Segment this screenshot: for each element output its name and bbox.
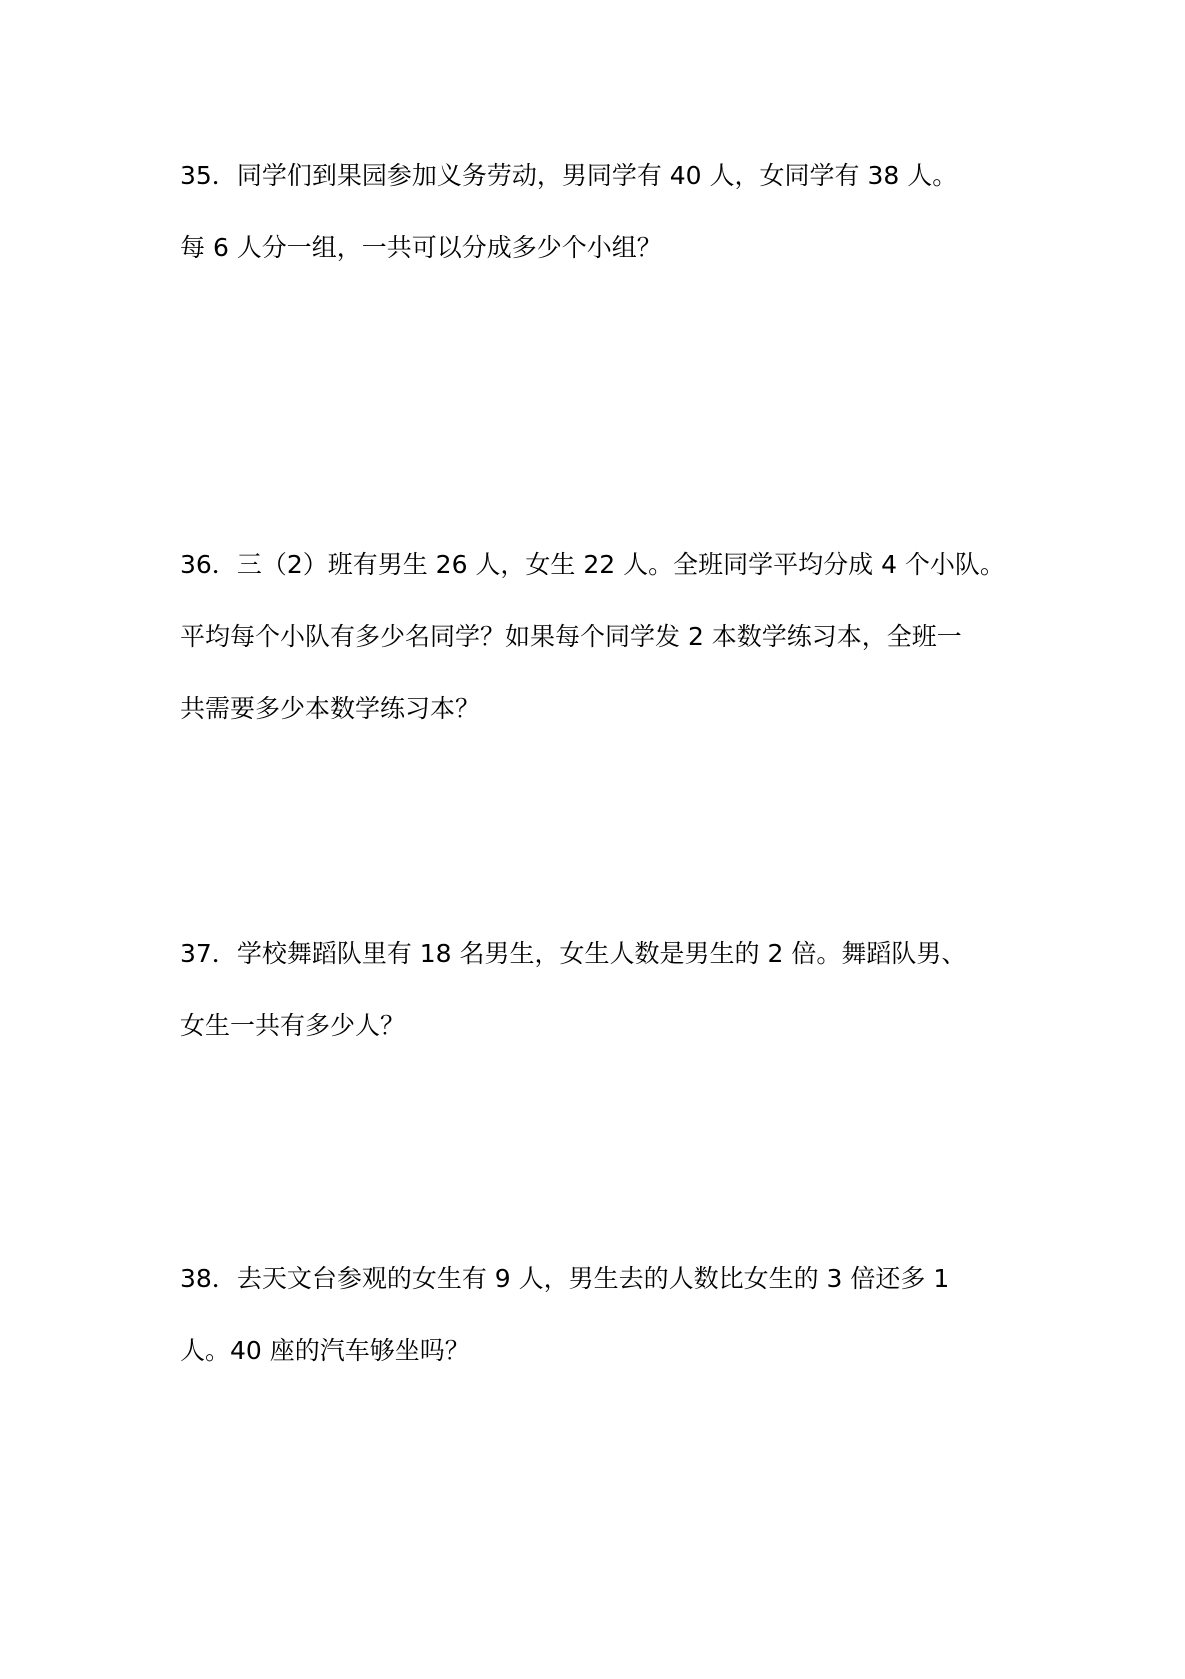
problem-36-line-1 <box>180 548 1020 582</box>
problem-38-line-2: 人。40 座的汽车够坐吗？ <box>180 1336 470 1365</box>
problem-37-number: 37． <box>180 939 237 968</box>
problem-35-number: 35． <box>180 161 237 190</box>
problem-37 <box>180 937 1020 1081</box>
problem-38-text-1: 去天文台参观的女生有 9 人，男生去的人数比女生的 3 倍还多 1 <box>236 1264 950 1293</box>
problem-35-text-1: 同学们到果园参加义务劳动，男同学有 40 人，女同学有 38 人。 <box>236 161 958 190</box>
problem-37-line-2: 女生一共有多少人？ <box>180 1011 406 1040</box>
problem-36-number: 36． <box>180 550 237 579</box>
problem-38-line-1 <box>180 1262 1020 1296</box>
problem-36-line-3: 共需要多少本数学练习本？ <box>180 694 481 723</box>
problem-36 <box>180 548 1020 764</box>
problem-35-line-1 <box>180 159 1020 193</box>
problem-38-number: 38． <box>180 1264 237 1293</box>
problem-36-text-1: 三（2）班有男生 26 人，女生 22 人。全班同学平均分成 4 个小队。 <box>236 550 1005 579</box>
problem-35-line-2: 每 6 人分一组，一共可以分成多少个小组？ <box>180 233 662 262</box>
problem-37-text-1: 学校舞蹈队里有 18 名男生，女生人数是男生的 2 倍。舞蹈队男、 <box>236 939 967 968</box>
problem-38 <box>180 1262 1020 1406</box>
problem-36-line-2: 平均每个小队有多少名同学？如果每个同学发 2 本数学练习本，全班一 <box>180 622 962 651</box>
problem-35 <box>180 159 1020 303</box>
problem-37-line-1 <box>180 937 1020 971</box>
